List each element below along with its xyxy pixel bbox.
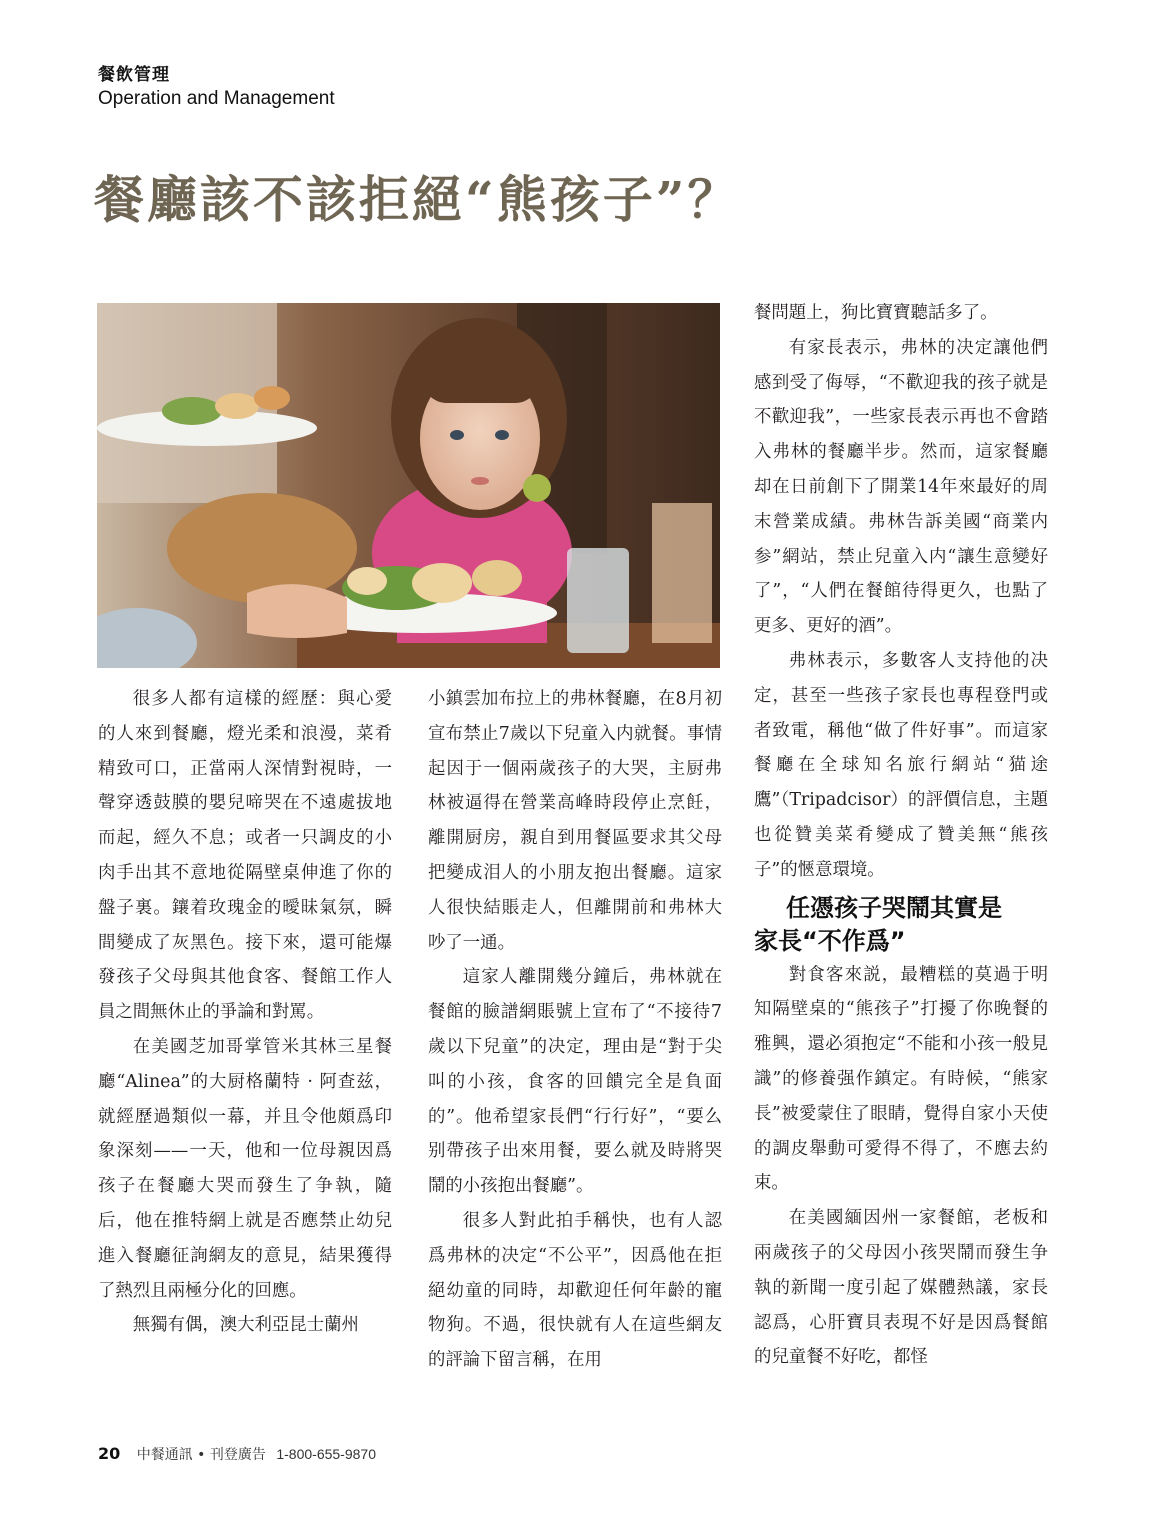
- article-column-1: [98, 682, 392, 1343]
- article-title: 餐廳該不該拒絕“熊孩子”？: [94, 170, 741, 229]
- paragraph: 有家長表示，弗林的决定讓他們感到受了侮辱，“不歡迎我的孩子就是不歡迎我”，一些家長表示再也不會踏入弗林的餐廳半步。然而，這家餐廳却在日前創下了開業14年來最好的周末營業成績。弗林告訴美國“商業内参”網站，禁止兒童入内“讓生意變好了”，“人們在餐館待得更久，也點了更多、更好的酒”。: [754, 337, 1048, 637]
- paragraph: 這家人離開幾分鐘后，弗林就在餐館的臉譜網賬號上宣布了“不接待7歲以下兒童”的决定，理由是“對于尖叫的小孩，食客的回饋完全是負面的”。他希望家長們“行行好”，“要么别帶孩子出來用餐，要么就及時將哭鬧的小孩抱出餐廳”。: [428, 967, 722, 1197]
- paragraph: 無獨有偶，澳大利亞昆士蘭州: [132, 1315, 359, 1336]
- paragraph: 很多人都有這樣的經歷：與心愛的人來到餐廳，燈光柔和浪漫，菜肴精致可口，正當兩人深情對視時，一聲穿透鼓膜的嬰兒啼哭在不遠處拔地而起，經久不息；或者一只調皮的小肉手出其不意地從隔壁桌伸進了你的盤子裏。鑲着玫瑰金的曖昧氣氛，瞬間變成了灰黑色。接下來，還可能爆發孩子父母與其他食客、餐館工作人員之間無休止的爭論和對罵。: [98, 689, 392, 1023]
- paragraph: 餐問題上，狗比寶寶聽話多了。: [754, 303, 998, 323]
- paragraph: 小鎮雲加布拉上的弗林餐廳，在8月初宣布禁止7歲以下兒童入内就餐。事情起因于一個兩歲孩子的大哭，主厨弗林被逼得在營業高峰時段停止烹飪，離開厨房，親自到用餐區要求其父母把變成泪人的小朋友抱出餐廳。這家人很快結賬走人，但離開前和弗林大吵了一通。: [428, 689, 722, 953]
- article-column-3: [754, 296, 1048, 1375]
- section-subheading: [754, 892, 1048, 958]
- section-label-en: Operation and Management: [98, 88, 335, 109]
- paragraph: 在美國芝加哥掌管米其林三星餐廳“Alinea”的大厨格蘭特 · 阿查兹，就經歷過類似一幕，并且令他頗爲印象深刻——一天，他和一位母親因爲孩子在餐廳大哭而發生了争執，隨后，他在推特網上就是否應禁止幼兒進入餐廳征詢網友的意見，結果獲得了熱烈且兩極分化的回應。: [98, 1036, 392, 1301]
- paragraph: 在美國緬因州一家餐館，老板和兩歲孩子的父母因小孩哭鬧而發生争執的新聞一度引起了媒體熱議，家長認爲，心肝寶貝表現不好是因爲餐館的兒童餐不好吃，都怪: [754, 1208, 1048, 1368]
- article-photo: [97, 303, 720, 668]
- subheading-line-2: 家長“不作爲”: [754, 926, 906, 955]
- page-footer: [98, 1444, 376, 1464]
- publication-name: 中餐通訊 • 刊登廣告: [136, 1447, 266, 1463]
- page-number: 20: [98, 1444, 121, 1463]
- paragraph: 很多人對此拍手稱快，也有人認爲弗林的决定“不公平”，因爲他在拒絕幼童的同時，却歡迎任何年齡的寵物狗。不過，很快就有人在這些網友的評論下留言稱，在用: [428, 1210, 722, 1371]
- paragraph: 弗林表示，多數客人支持他的决定，甚至一些孩子家長也專程登門或者致電，稱他“做了件好事”。而這家餐廳在全球知名旅行網站“猫途鷹”（Tripadcisor）的評價信息，主題也從贊美菜肴變成了贊美無“熊孩子”的愜意環境。: [754, 650, 1048, 880]
- section-label-cn: 餐飲管理: [98, 65, 170, 85]
- paragraph: 對食客來説，最糟糕的莫過于明知隔壁桌的“熊孩子”打擾了你晚餐的雅興，還必須抱定“不能和小孩一般見識”的修養强作鎮定。有時候，“熊家長”被愛蒙住了眼睛，覺得自家小天使的調皮舉動可愛得不得了，不應去約束。: [754, 964, 1048, 1194]
- phone-number: 1-800-655-9870: [276, 1446, 376, 1462]
- article-column-2: [428, 682, 722, 1378]
- subheading-line-1: 任憑孩子哭鬧其實是: [786, 893, 1002, 922]
